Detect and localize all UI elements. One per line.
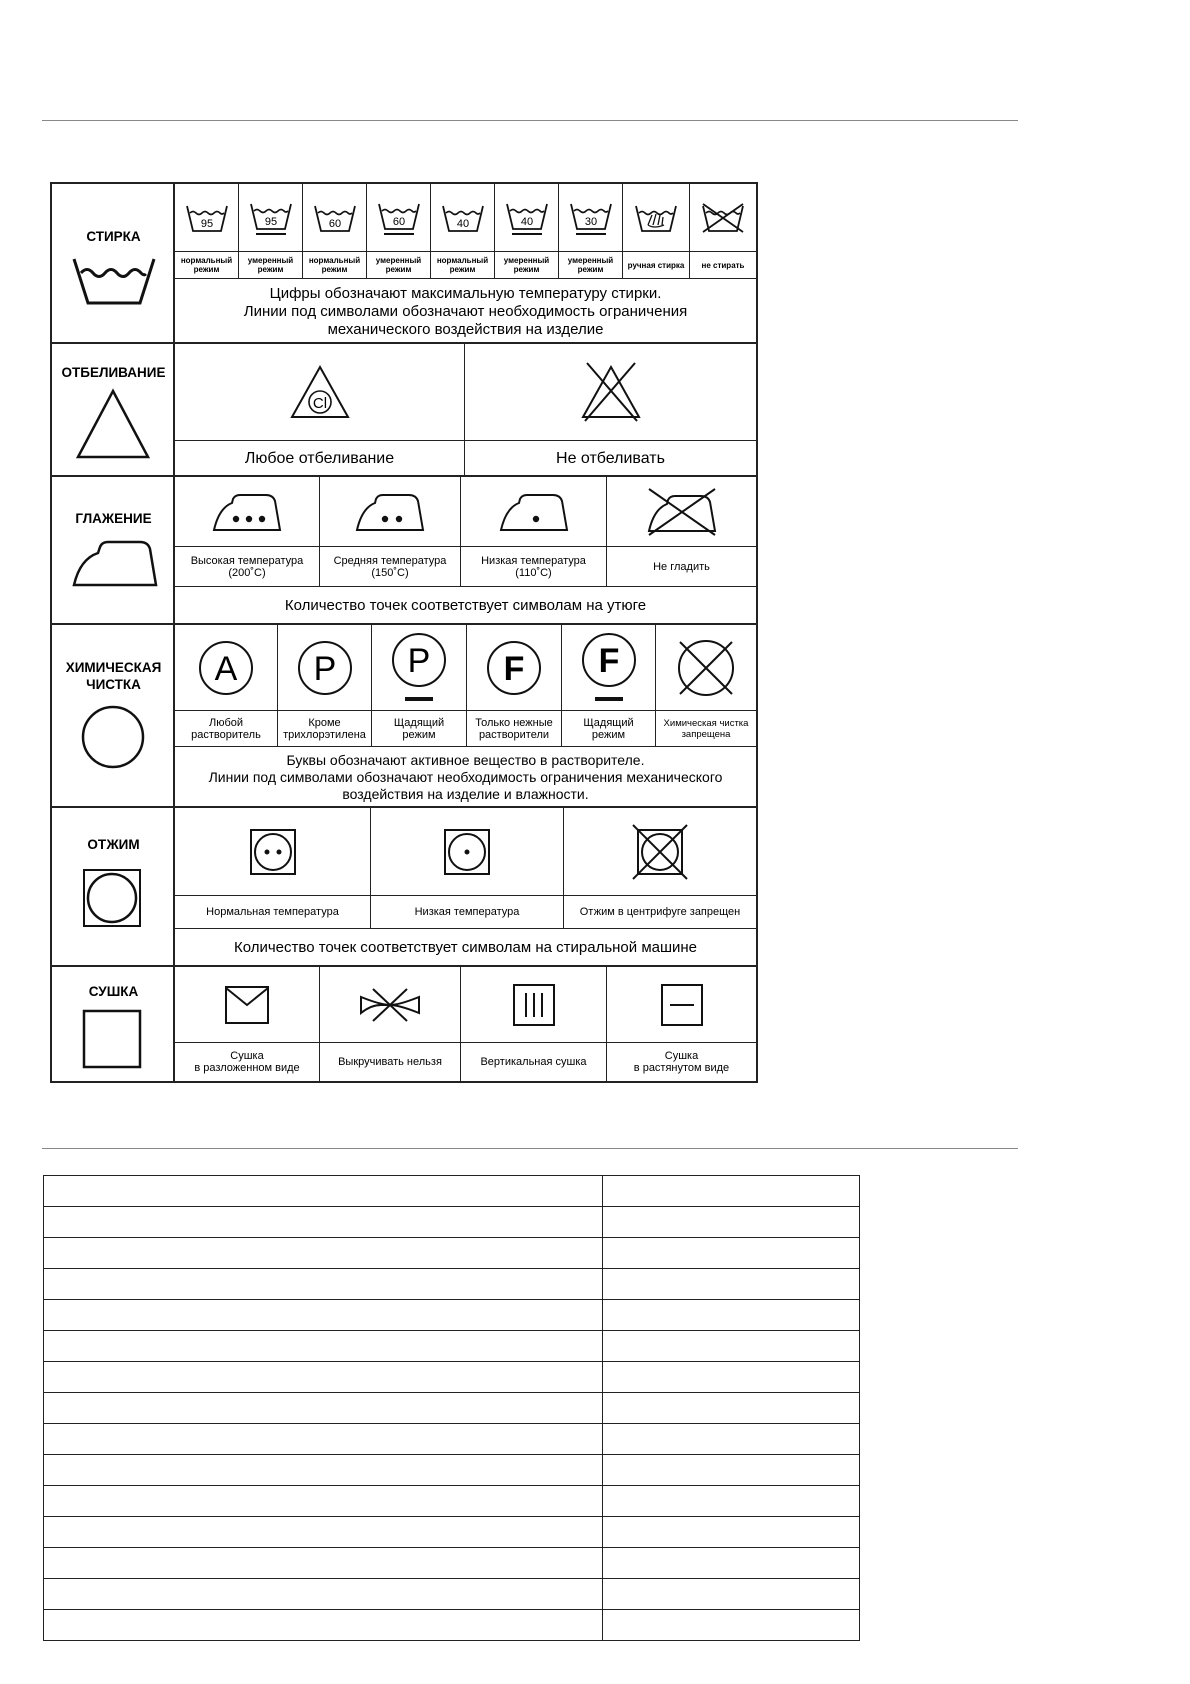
drycleaning-note — [175, 747, 756, 808]
dryclean-a-label-line2: растворитель — [191, 728, 261, 741]
dryclean-p-cell — [278, 625, 372, 711]
table-cell — [603, 1269, 860, 1300]
bleaching-header — [52, 344, 175, 475]
table-row — [44, 1548, 860, 1579]
table-cell — [603, 1548, 860, 1579]
wash-temperature: 60 — [392, 215, 405, 228]
dryclean-a-label — [175, 711, 278, 747]
bottom-divider — [42, 1148, 1018, 1149]
dryclean-f-cell — [467, 625, 562, 711]
dry-vertical-label: Вертикальная сушка — [461, 1043, 607, 1081]
iron-one-dot-icon — [499, 492, 569, 532]
tumble-one-dot-icon — [443, 828, 491, 876]
do-not-wash-icon — [701, 203, 745, 233]
table-cell — [44, 1393, 603, 1424]
table-cell — [44, 1455, 603, 1486]
no-dryclean-label-line1: Химическая чистка — [663, 717, 749, 729]
iron-high-label-line1: Высокая температура — [190, 554, 304, 567]
table-row — [44, 1610, 860, 1641]
no-bleach-symbol-cell — [465, 344, 756, 441]
dry-stretched-icon — [660, 983, 704, 1027]
washing-tub-icon — [72, 256, 156, 306]
table-cell — [603, 1207, 860, 1238]
drycleaning-header — [52, 625, 175, 806]
table-row — [44, 1455, 860, 1486]
iron-medium-label-line1: Средняя температура — [333, 554, 447, 567]
dryclean-f-gentle-icon — [581, 632, 637, 704]
hand-wash-icon — [634, 203, 678, 233]
table-cell — [44, 1331, 603, 1362]
table-row — [44, 1176, 860, 1207]
spin-note: Количество точек соответствует символам на стиральной машине — [233, 939, 698, 956]
dryclean-circle-icon — [81, 705, 145, 769]
table-cell — [603, 1238, 860, 1269]
dry-flat-envelope-icon — [224, 985, 270, 1025]
wash-95-gentle-icon — [249, 201, 293, 231]
dryclean-f-gentle-label-line2: режим — [591, 728, 626, 741]
ironing-header — [52, 477, 175, 623]
wash-symbol-cell — [623, 184, 690, 252]
table-row — [44, 1269, 860, 1300]
no-spin-cell — [564, 808, 756, 896]
dry-stretched-label — [607, 1043, 756, 1081]
care-symbols-chart — [50, 182, 758, 1083]
dryclean-f-label-line2: растворители — [478, 728, 550, 741]
dry-flat-label — [175, 1043, 320, 1081]
dryclean-p-gentle-letter: P — [407, 641, 431, 680]
wash-temperature: 60 — [328, 217, 341, 230]
dryclean-a-cell — [175, 625, 278, 711]
dryclean-p-gentle-label — [372, 711, 467, 747]
table-row — [44, 1238, 860, 1269]
drycleaning-title-line1: ХИМИЧЕСКАЯ — [65, 660, 162, 675]
do-not-dryclean-icon — [674, 636, 738, 700]
bleaching-title: ОТБЕЛИВАНИЕ — [61, 365, 166, 380]
dryclean-f-gentle-cell — [562, 625, 656, 711]
bleach-triangle-icon — [75, 388, 151, 460]
dryclean-p-label-line1: Кроме — [308, 716, 341, 729]
table-cell — [603, 1300, 860, 1331]
drycleaning-title-line2: ЧИСТКА — [86, 677, 141, 692]
table-row — [44, 1207, 860, 1238]
wash-temperature: 40 — [456, 217, 469, 230]
do-not-iron-icon — [645, 487, 719, 537]
drying-square-icon — [82, 1009, 142, 1069]
dryclean-p-icon — [297, 640, 353, 696]
tumble-two-dots-icon — [249, 828, 297, 876]
table-cell — [44, 1362, 603, 1393]
wash-symbol-cell — [431, 184, 495, 252]
wash-40-gentle-icon — [505, 201, 549, 231]
spin-low-label: Низкая температура — [371, 896, 564, 929]
washing-note-line2: Линии под символами обозначают необходимость ограничения — [243, 302, 688, 320]
wash-symbol-label: не стирать — [690, 252, 756, 279]
spin-normal-cell — [175, 808, 371, 896]
drycleaning-section — [52, 625, 756, 808]
table-cell — [603, 1393, 860, 1424]
gentle-cycle-line — [512, 233, 542, 235]
table-cell — [44, 1207, 603, 1238]
dryclean-a-letter: A — [214, 649, 238, 688]
wash-symbol-cell — [175, 184, 239, 252]
no-iron-cell — [607, 477, 756, 547]
dryclean-f-icon — [486, 640, 542, 696]
wash-symbol-label: умеренный режим — [239, 252, 303, 279]
dryclean-f-label — [467, 711, 562, 747]
iron-medium-cell — [320, 477, 461, 547]
wash-temperature: 40 — [520, 215, 533, 228]
iron-high-label — [175, 547, 320, 587]
dryclean-p-letter: P — [313, 649, 336, 688]
table-cell — [44, 1176, 603, 1207]
spin-title: ОТЖИМ — [87, 837, 140, 852]
table-cell — [44, 1517, 603, 1548]
dry-vertical-icon — [512, 983, 556, 1027]
table-row — [44, 1486, 860, 1517]
table-cell — [603, 1610, 860, 1641]
table-cell — [44, 1610, 603, 1641]
table-row — [44, 1517, 860, 1548]
dryclean-p-gentle-cell — [372, 625, 467, 711]
iron-low-label — [461, 547, 607, 587]
table-cell — [603, 1362, 860, 1393]
gentle-cycle-line — [576, 233, 606, 235]
spin-normal-label: Нормальная температура — [175, 896, 371, 929]
washing-note-line1: Цифры обозначают максимальную температуру стирки. — [269, 284, 662, 302]
washing-header — [52, 184, 175, 342]
wash-symbol-label: умеренный режим — [367, 252, 431, 279]
wash-symbol-label: нормальный режим — [175, 252, 239, 279]
wash-temperature: 30 — [584, 215, 597, 228]
ironing-section — [52, 477, 756, 625]
dryclean-p-gentle-label-line1: Щадящий — [393, 716, 445, 729]
table-cell — [603, 1331, 860, 1362]
wash-30-gentle-icon — [569, 201, 613, 231]
bleaching-section — [52, 344, 756, 477]
table-cell — [44, 1238, 603, 1269]
top-divider — [42, 120, 1018, 121]
washing-title: СТИРКА — [86, 229, 141, 244]
no-dryclean-label-line2: запрещена — [681, 728, 731, 740]
spin-low-cell — [371, 808, 564, 896]
no-dryclean-label — [656, 711, 756, 747]
dry-flat-label-line2: в разложенном виде — [194, 1062, 300, 1074]
dry-stretched-label-line1: Сушка — [664, 1050, 699, 1062]
iron-medium-label-line2: (150˚C) — [371, 566, 409, 579]
wash-symbol-label: умеренный режим — [559, 252, 623, 279]
wash-60-gentle-icon — [377, 201, 421, 231]
iron-icon — [72, 539, 158, 587]
chlorine-bleach-icon — [290, 365, 350, 419]
table-row — [44, 1393, 860, 1424]
drycleaning-note-line3: воздействия на изделие и влажности. — [342, 786, 589, 802]
chlorine-label: Cl — [312, 395, 327, 412]
dryclean-p-label — [278, 711, 372, 747]
washing-note — [175, 279, 756, 344]
wash-symbol-cell — [559, 184, 623, 252]
wash-symbol-cell — [303, 184, 367, 252]
dryclean-f-letter: F — [503, 649, 525, 688]
table-row — [44, 1579, 860, 1610]
wash-symbol-label: умеренный режим — [495, 252, 559, 279]
wash-symbol-label: нормальный режим — [303, 252, 367, 279]
wash-95-icon — [185, 203, 229, 233]
table-row — [44, 1424, 860, 1455]
any-bleach-label: Любое отбеливание — [175, 441, 465, 477]
table-cell — [44, 1424, 603, 1455]
table-row — [44, 1362, 860, 1393]
no-iron-label: Не гладить — [607, 547, 756, 587]
dry-flat-label-line1: Сушка — [230, 1050, 264, 1062]
gentle-cycle-line — [384, 233, 414, 235]
spin-section — [52, 808, 756, 967]
table-cell — [603, 1455, 860, 1486]
do-not-wring-icon — [359, 987, 421, 1023]
dryclean-a-icon — [198, 640, 254, 696]
washing-note-line3: механического воздействия на изделие — [327, 320, 604, 338]
no-bleach-label: Не отбеливать — [556, 450, 665, 467]
dry-flat-cell — [175, 967, 320, 1043]
ironing-title: ГЛАЖЕНИЕ — [75, 511, 152, 526]
dryclean-p-label-line2: трихлорэтилена — [283, 728, 366, 741]
drying-title: СУШКА — [88, 984, 139, 999]
table-cell — [603, 1486, 860, 1517]
iron-high-label-line2: (200˚C) — [228, 566, 266, 579]
tumble-square-icon — [82, 868, 142, 928]
table-cell — [603, 1517, 860, 1548]
gentle-cycle-line — [256, 233, 286, 235]
wash-symbol-label: ручная стирка — [623, 252, 690, 279]
dryclean-a-label-line1: Любой — [208, 716, 244, 729]
no-wring-label: Выкручивать нельзя — [320, 1043, 461, 1081]
dryclean-f-gentle-label-line1: Щадящий — [583, 716, 634, 729]
no-spin-label: Отжим в центрифуге запрещен — [564, 896, 756, 929]
dryclean-f-gentle-label — [562, 711, 656, 747]
no-dryclean-cell — [656, 625, 756, 711]
ironing-note: Количество точек соответствует символам на утюге — [284, 597, 647, 614]
drycleaning-note-line1: Буквы обозначают активное вещество в растворителе. — [286, 752, 645, 768]
wash-symbol-cell — [239, 184, 303, 252]
wash-symbol-cell — [690, 184, 756, 252]
dryclean-f-gentle-letter: F — [598, 641, 619, 680]
table-cell — [603, 1424, 860, 1455]
do-not-bleach-icon — [581, 361, 641, 423]
dry-stretched-cell — [607, 967, 756, 1043]
no-wring-cell — [320, 967, 461, 1043]
table-cell — [44, 1269, 603, 1300]
wash-temperature: 95 — [264, 215, 277, 228]
wash-symbol-cell — [495, 184, 559, 252]
table-cell — [44, 1579, 603, 1610]
dryclean-p-gentle-label-line2: режим — [402, 728, 436, 741]
drying-section — [52, 967, 756, 1081]
blank-table — [43, 1175, 860, 1641]
table-cell — [44, 1548, 603, 1579]
iron-low-label-line2: (110˚C) — [515, 566, 552, 579]
dry-vertical-cell — [461, 967, 607, 1043]
iron-medium-label — [320, 547, 461, 587]
wash-40-icon — [441, 203, 485, 233]
iron-low-cell — [461, 477, 607, 547]
washing-section — [52, 184, 756, 344]
drying-header — [52, 967, 175, 1081]
table-row — [44, 1331, 860, 1362]
iron-low-label-line1: Низкая температура — [481, 554, 586, 567]
dryclean-p-gentle-icon — [391, 632, 447, 704]
dryclean-f-label-line1: Только нежные — [475, 716, 553, 729]
dry-stretched-label-line2: в растянутом виде — [633, 1062, 730, 1074]
table-cell — [44, 1300, 603, 1331]
iron-two-dots-icon — [355, 492, 425, 532]
do-not-tumble-icon — [631, 823, 689, 881]
drycleaning-note-line2: Линии под символами обозначают необходимость ограничения механического — [208, 769, 723, 785]
spin-header — [52, 808, 175, 965]
table-cell — [603, 1176, 860, 1207]
table-cell — [603, 1579, 860, 1610]
wash-symbol-cell — [367, 184, 431, 252]
table-row — [44, 1300, 860, 1331]
wash-symbol-label: нормальный режим — [431, 252, 495, 279]
wash-temperature: 95 — [200, 217, 213, 230]
iron-high-cell — [175, 477, 320, 547]
any-bleach-symbol-cell — [175, 344, 465, 441]
wash-60-icon — [313, 203, 357, 233]
iron-three-dots-icon — [212, 492, 282, 532]
table-cell — [44, 1486, 603, 1517]
drycleaning-title — [52, 659, 175, 693]
